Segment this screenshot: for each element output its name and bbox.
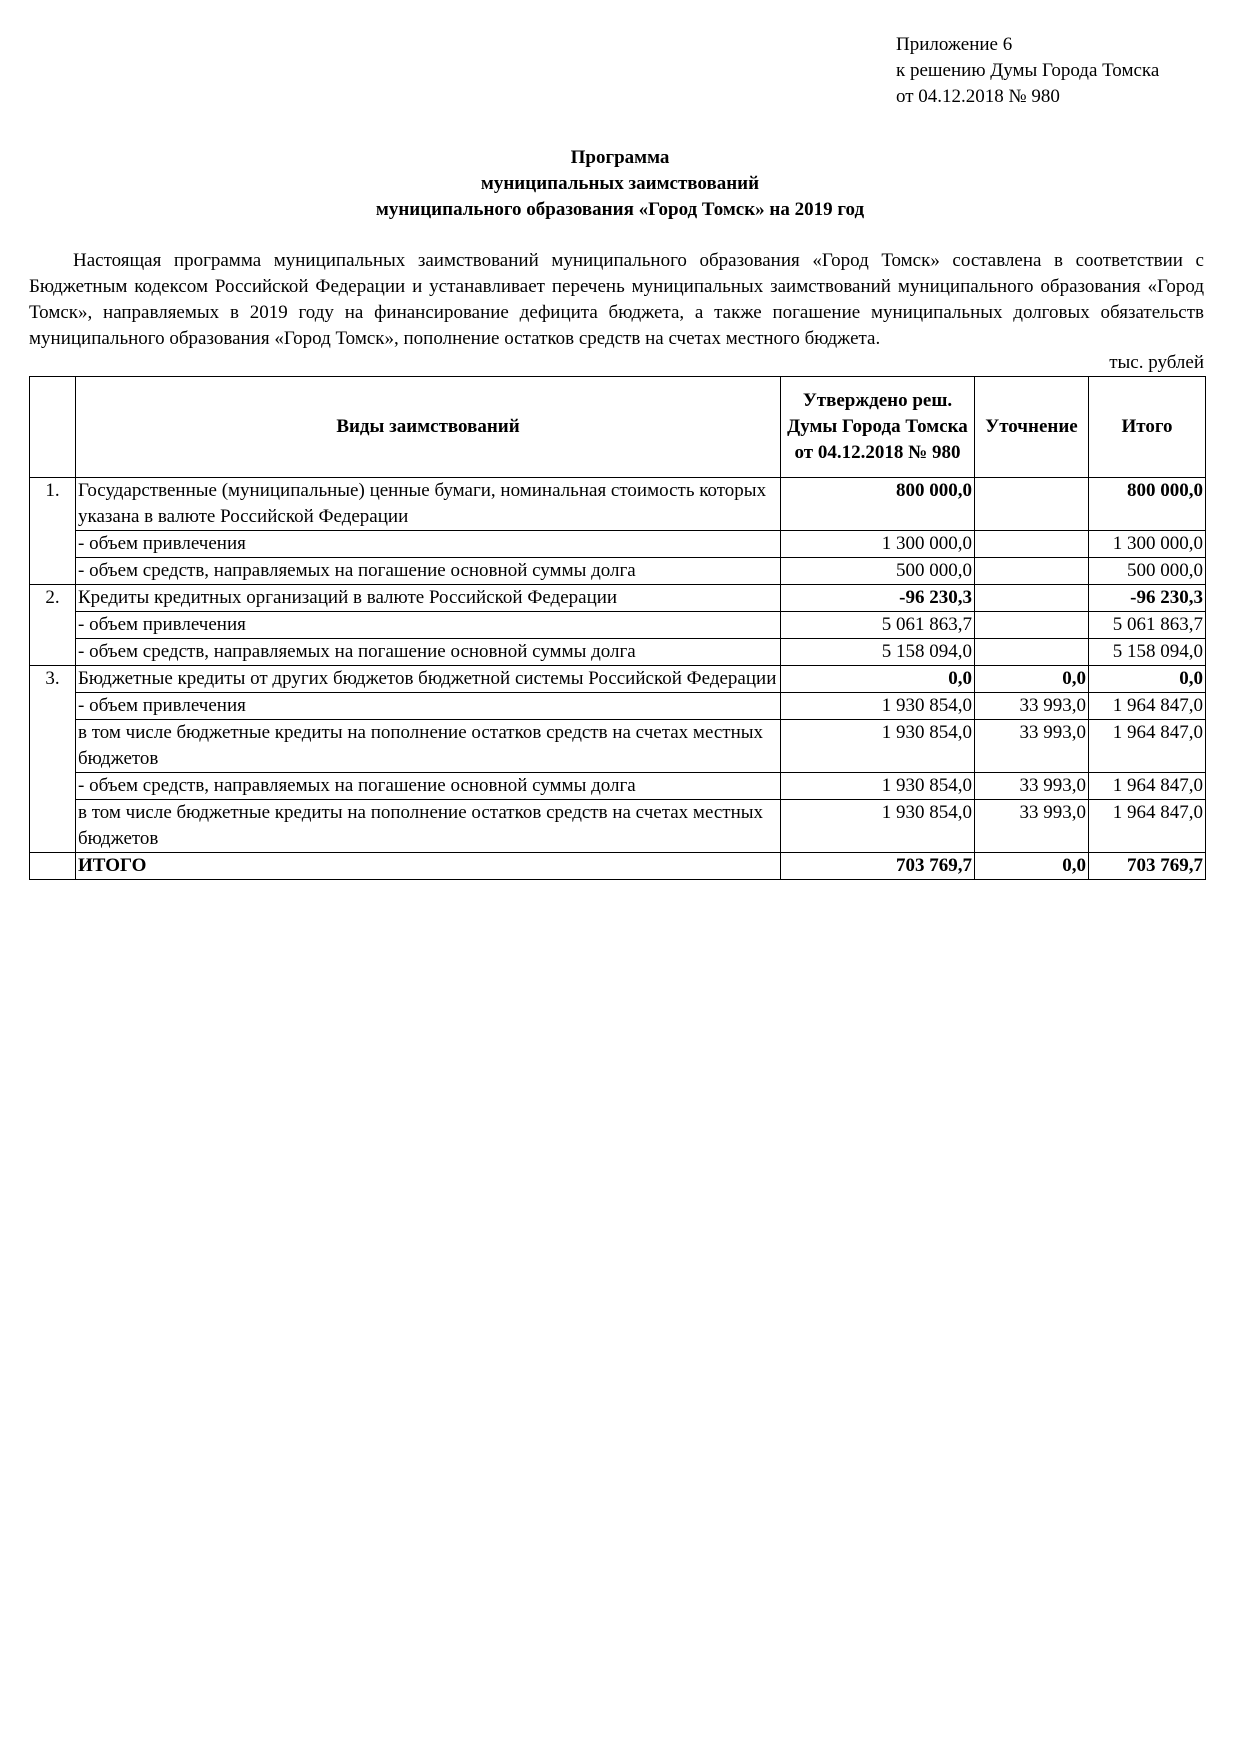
total-approved: 703 769,7: [781, 853, 975, 880]
row-name: - объем средств, направляемых на погашение основной суммы долга: [76, 639, 781, 666]
row-approved: 5 061 863,7: [781, 612, 975, 639]
row-approved: 1 930 854,0: [781, 720, 975, 773]
total-label: ИТОГО: [76, 853, 781, 880]
row-approved: -96 230,3: [781, 585, 975, 612]
row-number: [30, 612, 76, 639]
row-approved: 800 000,0: [781, 478, 975, 531]
row-number: [30, 639, 76, 666]
row-name: Государственные (муниципальные) ценные бумаги, номинальная стоимость которых указана в валюте Российской Федерации: [76, 478, 781, 531]
row-number: [30, 720, 76, 773]
row-number: [30, 531, 76, 558]
row-clarification: [975, 478, 1089, 531]
row-clarification: 33 993,0: [975, 693, 1089, 720]
row-number: [30, 800, 76, 853]
table-row: [30, 693, 1206, 720]
header-clarification: Уточнение: [975, 377, 1089, 478]
appendix-block: [896, 32, 1159, 110]
row-total: 0,0: [1089, 666, 1206, 693]
title-line-3: муниципального образования «Город Томск» на 2019 год: [375, 199, 865, 220]
appendix-decision: к решению Думы Города Томска: [896, 60, 1160, 81]
header-total: Итого: [1089, 377, 1206, 478]
row-total: -96 230,3: [1089, 585, 1206, 612]
row-clarification: 33 993,0: [975, 720, 1089, 773]
row-clarification: [975, 639, 1089, 666]
row-total: 1 964 847,0: [1089, 720, 1206, 773]
header-kinds: Виды заимствований: [76, 377, 781, 478]
document-title: [0, 145, 1240, 223]
row-approved: 1 300 000,0: [781, 531, 975, 558]
row-name: - объем привлечения: [76, 693, 781, 720]
row-name: в том числе бюджетные кредиты на пополнение остатков средств на счетах местных бюджетов: [76, 800, 781, 853]
table-row: [30, 773, 1206, 800]
row-total: 5 158 094,0: [1089, 639, 1206, 666]
appendix-number: Приложение 6: [896, 34, 1013, 55]
header-approved: Утверждено реш. Думы Города Томска от 04.12.2018 № 980: [781, 377, 975, 478]
row-number: [30, 693, 76, 720]
table-row: [30, 800, 1206, 853]
table-row: [30, 531, 1206, 558]
intro-paragraph: Настоящая программа муниципальных заимствований муниципального образования «Город Томск» составлена в соответствии с Бюджетным кодексом Российской Федерации и устанавливает перечень муниципальных заимствований муниципального образования «Город Томск», направляемых в 2019 году на финансирование дефицита бюджета, а также погашение муниципальных долговых обязательств муниципального образования «Город Томск», пополнение остатков средств на счетах местного бюджета.: [29, 250, 1204, 349]
table-row: [30, 478, 1206, 531]
row-name: - объем средств, направляемых на погашение основной суммы долга: [76, 558, 781, 585]
title-line-1: Программа: [570, 147, 670, 168]
row-clarification: 33 993,0: [975, 800, 1089, 853]
table-row: [30, 720, 1206, 773]
row-number: 1.: [30, 478, 76, 531]
row-name: - объем привлечения: [76, 612, 781, 639]
row-approved: 1 930 854,0: [781, 693, 975, 720]
total-number: [30, 853, 76, 880]
total-total: 703 769,7: [1089, 853, 1206, 880]
row-approved: 0,0: [781, 666, 975, 693]
total-row: [30, 853, 1206, 880]
row-name: Бюджетные кредиты от других бюджетов бюджетной системы Российской Федерации: [76, 666, 781, 693]
row-number: [30, 558, 76, 585]
row-name: - объем привлечения: [76, 531, 781, 558]
table-row: [30, 666, 1206, 693]
row-clarification: 0,0: [975, 666, 1089, 693]
table-row: [30, 639, 1206, 666]
row-total: 5 061 863,7: [1089, 612, 1206, 639]
table-row: [30, 612, 1206, 639]
row-clarification: [975, 585, 1089, 612]
row-total: 1 964 847,0: [1089, 693, 1206, 720]
title-line-2: муниципальных заимствований: [480, 173, 760, 194]
row-name: - объем средств, направляемых на погашение основной суммы долга: [76, 773, 781, 800]
row-name: в том числе бюджетные кредиты на пополнение остатков средств на счетах местных бюджетов: [76, 720, 781, 773]
row-total: 500 000,0: [1089, 558, 1206, 585]
row-number: 3.: [30, 666, 76, 693]
row-clarification: 33 993,0: [975, 773, 1089, 800]
row-name: Кредиты кредитных организаций в валюте Российской Федерации: [76, 585, 781, 612]
row-total: 800 000,0: [1089, 478, 1206, 531]
units-label: тыс. рублей: [1109, 352, 1204, 373]
row-approved: 5 158 094,0: [781, 639, 975, 666]
row-clarification: [975, 558, 1089, 585]
row-approved: 1 930 854,0: [781, 800, 975, 853]
row-total: 1 964 847,0: [1089, 773, 1206, 800]
row-clarification: [975, 612, 1089, 639]
row-approved: 1 930 854,0: [781, 773, 975, 800]
table-row: [30, 558, 1206, 585]
row-number: [30, 773, 76, 800]
table-row: [30, 585, 1206, 612]
row-total: 1 964 847,0: [1089, 800, 1206, 853]
row-total: 1 300 000,0: [1089, 531, 1206, 558]
table-header-row: [30, 377, 1206, 478]
appendix-date: от 04.12.2018 № 980: [896, 86, 1060, 107]
borrowing-table: [29, 376, 1206, 880]
row-number: 2.: [30, 585, 76, 612]
total-clarification: 0,0: [975, 853, 1089, 880]
header-number: [30, 377, 76, 478]
row-clarification: [975, 531, 1089, 558]
row-approved: 500 000,0: [781, 558, 975, 585]
